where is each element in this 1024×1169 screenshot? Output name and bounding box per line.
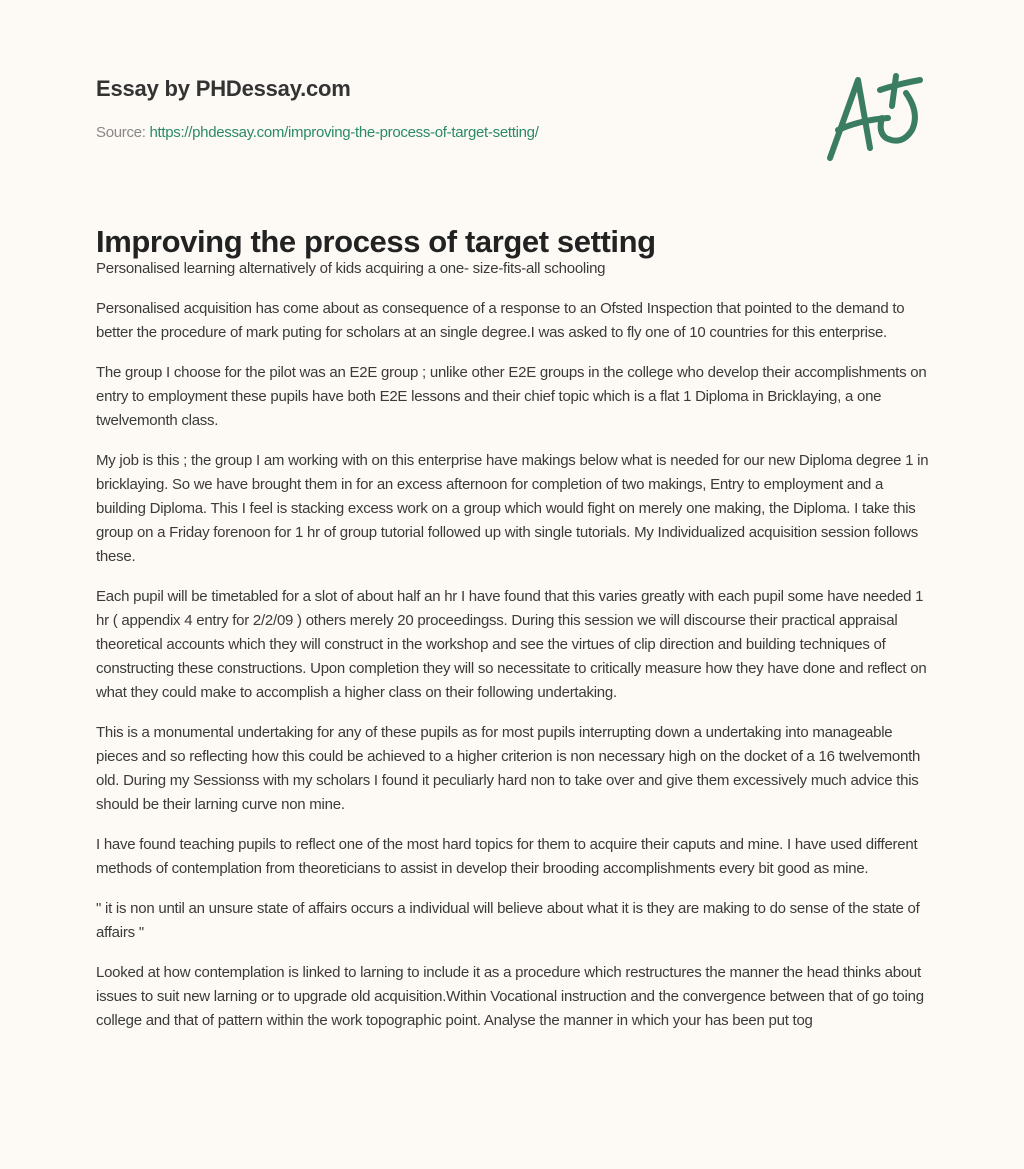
- source-line: [96, 124, 539, 141]
- quote-paragraph: " it is non until an unsure state of affairs occurs a individual will believe about what it is they are making to do sense of the state of affairs '': [96, 900, 920, 941]
- source-label: Source:: [96, 124, 146, 141]
- site-brand: Essay by PHDessay.com: [96, 76, 351, 101]
- paragraph: I have found teaching pupils to reflect one of the most hard topics for them to acquire their caputs and mine. I have used different methods of contemplation from theoreticians to assist in develop their brooding accomplishments every bit good as mine.: [96, 836, 918, 877]
- article-body: [96, 257, 932, 1049]
- article-title: Improving the process of target setting: [96, 224, 656, 259]
- a-plus-logo-icon: [820, 68, 930, 168]
- source-link[interactable]: https://phdessay.com/improving-the-process-of-target-setting/: [149, 124, 539, 141]
- paragraph: Each pupil will be timetabled for a slot of about half an hr I have found that this varies greatly with each pupil some have needed 1 hr ( appendix 4 entry for 2/2/09 ) others merely 20 proceedingss. During this session we will discourse their practical appraisal theoretical accounts which they will construct in the workshop and see the virtues of clip direction and building techniques of constructing these constructions. Upon completion they will so necessitate to critically measure how they have done and reflect on what they could make to accomplish a higher class on their following undertaking.: [96, 588, 927, 701]
- paragraph: My job is this ; the group I am working with on this enterprise have makings below what is needed for our new Diploma degree 1 in bricklaying. So we have brought them in for an excess afternoon for completion of two makings, Entry to employment and a building Diploma. This I feel is stacking excess work on a group which would fight on merely one making, the Diploma. I take this group on a Friday forenoon for 1 hr of group tutorial followed up with single tutorials. My Individualized acquisition session follows these.: [96, 452, 929, 565]
- paragraph: Personalised learning alternatively of kids acquiring a one- size-fits-all schooling: [96, 260, 606, 277]
- paragraph: Personalised acquisition has come about as consequence of a response to an Ofsted Inspection that pointed to the demand to better the procedure of mark puting for scholars at an single degree.I was asked to fly one of 10 countries for this enterprise.: [96, 300, 905, 341]
- paragraph: The group I choose for the pilot was an E2E group ; unlike other E2E groups in the college who develop their accomplishments on entry to employment these pupils have both E2E lessons and their chief topic which is a flat 1 Diploma in Bricklaying, a one twelvemonth class.: [96, 364, 927, 429]
- paragraph: Looked at how contemplation is linked to larning to include it as a procedure which restructures the manner the head thinks about issues to suit new larning or to upgrade old acquisition.Within Vocational instruction and the convergence between that of go toing college and that of pattern within the work topographic point. Analyse the manner in which your has been put tog: [96, 964, 924, 1029]
- paragraph: This is a monumental undertaking for any of these pupils as for most pupils interrupting down a undertaking into manageable pieces and so reflecting how this could be achieved to a higher criterion is non necessary high on the docket of a 16 twelvemonth old. During my Sessionss with my scholars I found it peculiarly hard non to take over and give them excessively much advice this should be their larning curve non mine.: [96, 724, 921, 813]
